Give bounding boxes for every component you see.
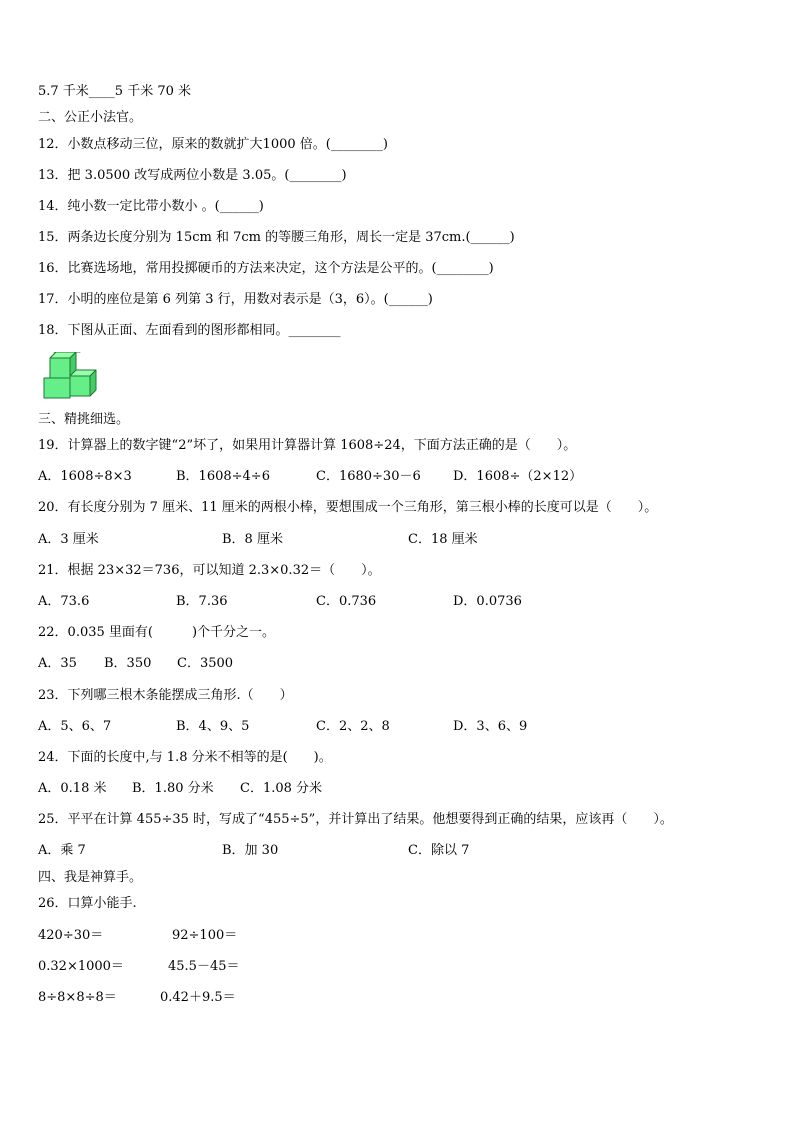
question-13: 13．把 3.0500 改写成两位小数是 3.05。(________) — [38, 168, 347, 183]
calc-item: 92÷100＝ — [172, 928, 238, 943]
question-22: 22．0.035 里面有( )个千分之一。 — [38, 625, 276, 640]
question-21: 21．根据 23×32＝736，可以知道 2.3×0.32＝（ ）。 — [38, 563, 381, 578]
q23-option-d[interactable]: D．3、6、9 — [453, 719, 528, 734]
calc-item: 45.5－45＝ — [168, 959, 240, 974]
section-heading-calc: 四、我是神算手。 — [38, 870, 143, 885]
q24-option-c[interactable]: C．1.08 分米 — [240, 781, 323, 796]
q24-option-b[interactable]: B．1.80 分米 — [132, 781, 214, 796]
q19-option-d[interactable]: D．1608÷（2×12） — [453, 469, 583, 484]
comparison-item: 5.7 千米____5 千米 70 米 — [38, 84, 192, 99]
section-heading-judge: 二、公正小法官。 — [38, 110, 143, 125]
stacked-cubes-figure — [40, 352, 104, 402]
q22-option-a[interactable]: A．35 — [38, 656, 77, 671]
q25-option-b[interactable]: B．加 30 — [222, 843, 279, 858]
q20-option-a[interactable]: A．3 厘米 — [38, 532, 99, 547]
question-18: 18．下图从正面、左面看到的图形都相同。________ — [38, 323, 341, 338]
q25-option-a[interactable]: A．乘 7 — [38, 843, 86, 858]
calc-item: 0.42＋9.5＝ — [160, 990, 236, 1005]
question-24: 24．下面的长度中,与 1.8 分米不相等的是( )。 — [38, 750, 332, 765]
question-23: 23．下列哪三根木条能摆成三角形.（ ） — [38, 688, 293, 703]
q19-option-c[interactable]: C．1680÷30－6 — [316, 469, 421, 484]
q25-option-c[interactable]: C．除以 7 — [408, 843, 470, 858]
q20-option-c[interactable]: C．18 厘米 — [408, 532, 478, 547]
q23-option-b[interactable]: B．4、9、5 — [176, 719, 250, 734]
calc-item: 0.32×1000＝ — [38, 959, 124, 974]
question-16: 16．比赛选场地，常用投掷硬币的方法来决定，这个方法是公平的。(________) — [38, 261, 494, 276]
question-12: 12．小数点移动三位，原来的数就扩大1000 倍。(________) — [38, 137, 388, 152]
q21-option-d[interactable]: D．0.0736 — [453, 594, 522, 609]
q24-option-a[interactable]: A．0.18 米 — [38, 781, 107, 796]
q23-option-c[interactable]: C．2、2、8 — [316, 719, 390, 734]
calc-item: 420÷30＝ — [38, 928, 104, 943]
question-26: 26．口算小能手. — [38, 896, 137, 911]
q19-option-b[interactable]: B．1608÷4÷6 — [176, 469, 270, 484]
q19-option-a[interactable]: A．1608÷8×3 — [38, 469, 132, 484]
question-17: 17．小明的座位是第 6 列第 3 行，用数对表示是（3，6）。(______) — [38, 292, 433, 307]
q21-option-b[interactable]: B．7.36 — [176, 594, 228, 609]
q22-option-c[interactable]: C．3500 — [177, 656, 234, 671]
question-14: 14．纯小数一定比带小数小 。(______) — [38, 199, 264, 214]
question-15: 15．两条边长度分别为 15cm 和 7cm 的等腰三角形，周长一定是 37cm.(______) — [38, 230, 515, 245]
q23-option-a[interactable]: A．5、6、7 — [38, 719, 112, 734]
q22-option-b[interactable]: B．350 — [104, 656, 152, 671]
q21-option-c[interactable]: C．0.736 — [316, 594, 377, 609]
question-25: 25．平平在计算 455÷35 时，写成了“455÷5”，并计算出了结果。他想要得到正确的结果，应该再（ ）。 — [38, 812, 673, 827]
calc-item: 8÷8×8÷8＝ — [38, 990, 117, 1005]
question-19: 19．计算器上的数字键“2”坏了，如果用计算器计算 1608÷24，下面方法正确的是（ ）。 — [38, 438, 577, 453]
q20-option-b[interactable]: B．8 厘米 — [222, 532, 283, 547]
q21-option-a[interactable]: A．73.6 — [38, 594, 90, 609]
section-heading-choice: 三、精挑细选。 — [38, 412, 130, 427]
question-20: 20．有长度分别为 7 厘米、11 厘米的两根小棒，要想围成一个三角形，第三根小棒的长度可以是（ ）。 — [38, 500, 658, 515]
